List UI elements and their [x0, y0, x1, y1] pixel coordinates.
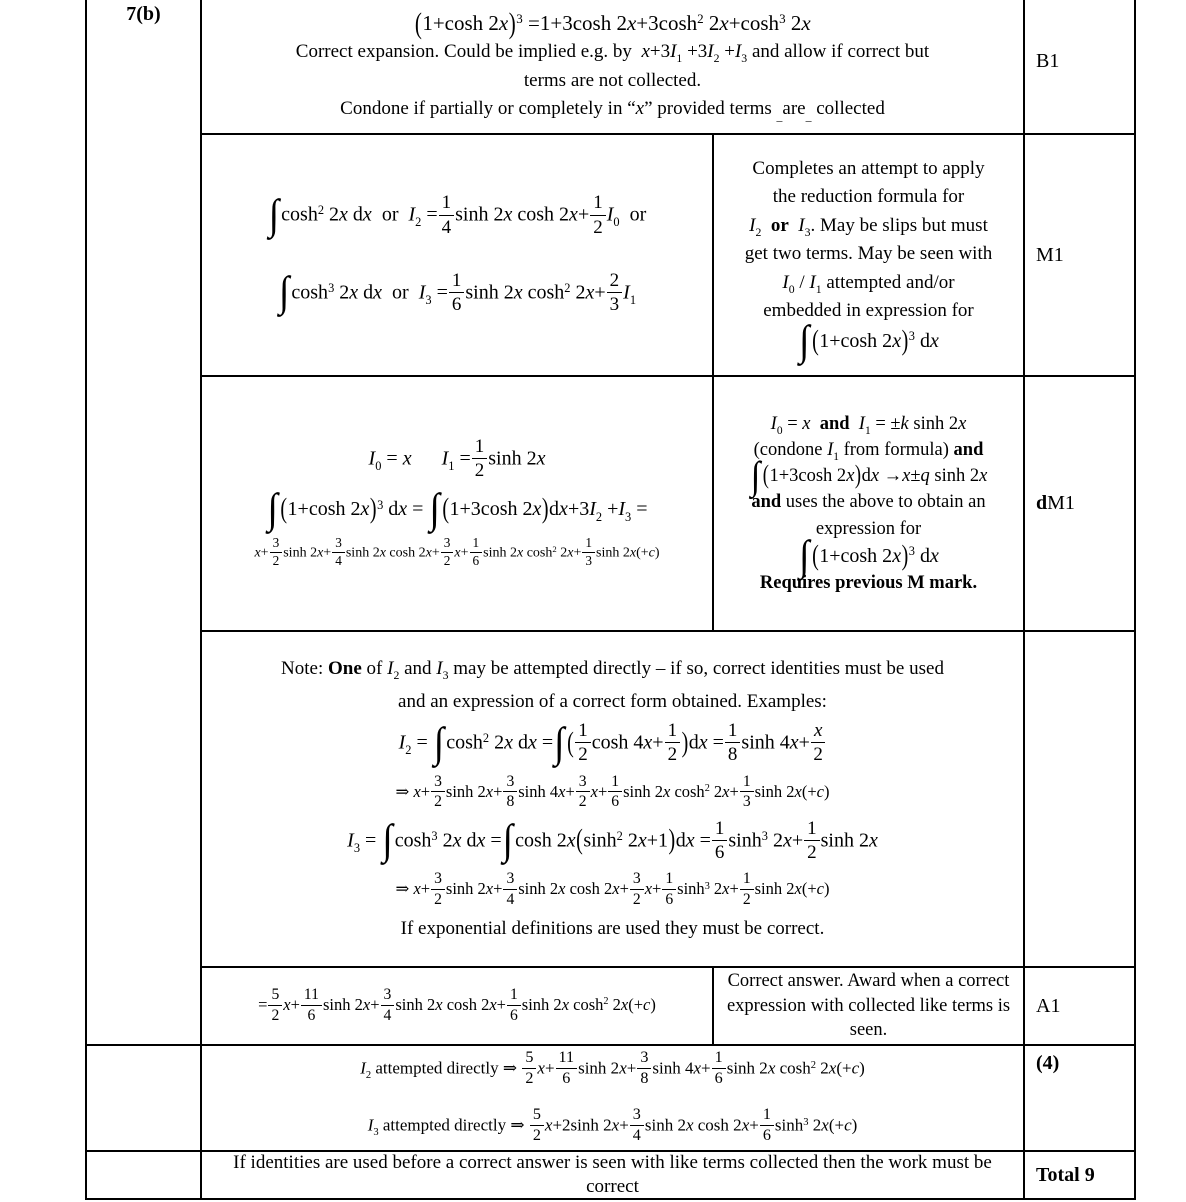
reduction-equation-i3: ∫ $\cosh^3 2x$ dx or $I_3$ = $\frac{1}{6}$ sinh 2x $\cosh^2 2x+$ $\frac{2}{3}$ $I_1$	[278, 268, 637, 316]
direct-equation-i2: $I_2$ attempted directly ⇒ $\frac{5}{2}$ x+ $\frac{11}{6}$ sinh 2x+ $\frac{3}{8}$ sinh 4x+ $\frac{1}{6}$ sinh 2x $\cosh^2 2x(+c)$	[360, 1048, 865, 1087]
dm1-description-cell	[712, 375, 1023, 630]
mark-cell-empty	[1023, 630, 1134, 966]
question-column-spacer-1	[87, 1044, 200, 1150]
mark-b1	[1023, 0, 1134, 133]
expansion-note-2: terms are not collected.	[523, 69, 702, 91]
m1-desc-line-2: the reduction formula for	[772, 186, 965, 207]
apply-equation-identities: $I_0 = x$ $I_1$ = $\frac{1}{2}$ sinh 2x	[368, 435, 546, 482]
expansion-equation: (1+cosh 2x)$^3$ =1+3cosh $2x+3\cosh^2$ $2x+\cosh^3$ 2x	[414, 5, 811, 40]
mark-m1	[1023, 133, 1134, 375]
question-column-spacer-2	[87, 1150, 200, 1198]
m1-desc-line-3: $I_2$ or $I_3$. May be slips but must	[749, 214, 988, 239]
mark-a1-label: A1	[1036, 994, 1061, 1017]
total-note-text: If identities are used before a correct answer is seen with like terms collected then the work must be correct	[233, 1152, 992, 1197]
note-line-2: and an expression of a correct form obtained. Examples:	[398, 690, 827, 712]
dm1-desc-line-4: and uses the above to obtain an	[751, 492, 986, 513]
a1-description: Correct answer. Award when a correct expression with collected like terms is seen.	[726, 971, 1011, 1041]
direct-attempts-cell	[200, 1044, 1023, 1150]
expansion-cell	[200, 0, 1023, 133]
dm1-desc-line-2: (condone $I_1$ from formula) and	[753, 439, 984, 464]
m1-description-cell	[712, 133, 1023, 375]
apply-equations-cell	[200, 375, 712, 630]
note-equation-i2: $I_2$ = ∫ $\cosh^2 2x$ dx =∫ ( $\frac{1}{2}$ cosh 4x+ $\frac{1}{2}$ )dx = $\frac{1}{8}$ sinh 4x+ $\frac{x}{2}$	[399, 721, 827, 767]
m1-desc-line-6: embedded in expression for	[763, 300, 974, 321]
note-line-7: If exponential definitions are used they must be correct.	[400, 918, 825, 940]
reduction-equation-i2: ∫ $\cosh^2 2x$ dx or $I_2$ = $\frac{1}{4}$ sinh 2x cosh 2x+ $\frac{1}{2}$ $I_0$ or	[268, 191, 647, 239]
mark-total	[1023, 1150, 1134, 1198]
dm1-desc-line-7: Requires previous M mark.	[759, 573, 978, 594]
dm1-desc-line-3: ∫ (1+3cosh 2x)dx →x±q sinh 2x	[750, 453, 988, 497]
expansion-note-3: Condone if partially or completely in “x” provided terms $_{\_}$are$_{\_}$ collected	[340, 98, 885, 123]
dm1-desc-line-5: expression for	[815, 518, 922, 539]
m1-desc-line-1: Completes an attempt to apply	[752, 157, 985, 179]
note-equation-i3-result: ⇒ x+ $\frac{3}{2}$ sinh 2x+ $\frac{3}{4}$ sinh 2x cosh 2x+ $\frac{3}{2}$ x+ $\frac{1}{6}$ $\sinh^3 2x+$ $\frac{1}{2}$ sinh 2x(+c)	[395, 870, 830, 908]
note-cell	[200, 630, 1023, 966]
dm1-desc-line-1: $I_0 = x$ and $I_1 = \pm k$ sinh 2x	[770, 413, 967, 437]
expansion-note-1: Correct expansion. Could be implied e.g. by $x+3I_1 +3I_2 +I_3$ and allow if correct but	[295, 41, 930, 66]
mark-dm1	[1023, 375, 1134, 630]
question-number	[87, 0, 200, 1044]
a1-description-cell	[712, 966, 1023, 1044]
note-equation-i3: $I_3$ = ∫ $\cosh^3 2x$ dx =∫ $\cosh 2x(\sinh^2$ 2x+1)dx = $\frac{1}{6}$ $\sinh^3 2x+$ $\frac{1}{2}$ sinh 2x	[347, 816, 878, 864]
mark-part-total	[1023, 1044, 1134, 1150]
m1-desc-line-5: $I_0 / I_1$ attempted and/or	[782, 271, 955, 296]
mark-dm1-label: dM1	[1036, 492, 1075, 514]
note-line-1: Note: One of $I_2$ and $I_3$ may be attempted directly – if so, correct identities must be used	[281, 657, 944, 683]
reduction-equations-cell	[200, 133, 712, 375]
apply-equation-integral: ∫ (1+cosh 2x)$^3$ dx = ∫ (1+3cosh $2x)dx+3I_2 +I_3$ =	[267, 485, 648, 533]
mark-part-total-label: (4)	[1036, 1052, 1060, 1074]
mark-a1	[1023, 966, 1134, 1044]
mark-total-label: Total 9	[1036, 1163, 1095, 1186]
answer-equation-cell	[200, 966, 712, 1044]
answer-equation: = $\frac{5}{2}$ x+ $\frac{11}{6}$ sinh 2x+ $\frac{3}{4}$ sinh 2x cosh 2x+ $\frac{1}{6}$ sinh 2x $\cosh^2 2x(+c)$	[258, 985, 656, 1024]
total-note-cell	[200, 1150, 1023, 1198]
m1-desc-equation: ∫ (1+cosh 2x)$^3$ dx	[799, 317, 939, 365]
mark-scheme-table	[85, 0, 1136, 1200]
question-number-label: 7(b)	[126, 3, 161, 25]
apply-equation-result: x+ $\frac{3}{2}$ sinh 2x+ $\frac{3}{4}$ sinh 2x cosh 2x+ $\frac{3}{2}$ x+ $\frac{1}{6}$ sinh 2x $\cosh^2 2x+$ $\frac{1}{3}$ sinh 2x(+c)	[254, 535, 660, 569]
direct-equation-i3: $I_3$ attempted directly ⇒ $\frac{5}{2}$ x+2sinh 2x+ $\frac{3}{4}$ sinh 2x cosh 2x+ $\frac{1}{6}$ $\sinh^3 2x(+c)$	[367, 1106, 858, 1145]
note-equation-i2-result: ⇒ x+ $\frac{3}{2}$ sinh 2x+ $\frac{3}{8}$ sinh 4x+ $\frac{3}{2}$ x+ $\frac{1}{6}$ sinh 2x $\cosh^2 2x+$ $\frac{1}{3}$ sinh 2x(+c)	[395, 772, 830, 811]
mark-m1-label: M1	[1036, 243, 1064, 266]
dm1-desc-equation: ∫ (1+cosh 2x)$^3$ dx	[799, 532, 939, 580]
m1-desc-line-4: get two terms. May be seen with	[744, 243, 993, 264]
mark-b1-label: B1	[1036, 50, 1060, 72]
